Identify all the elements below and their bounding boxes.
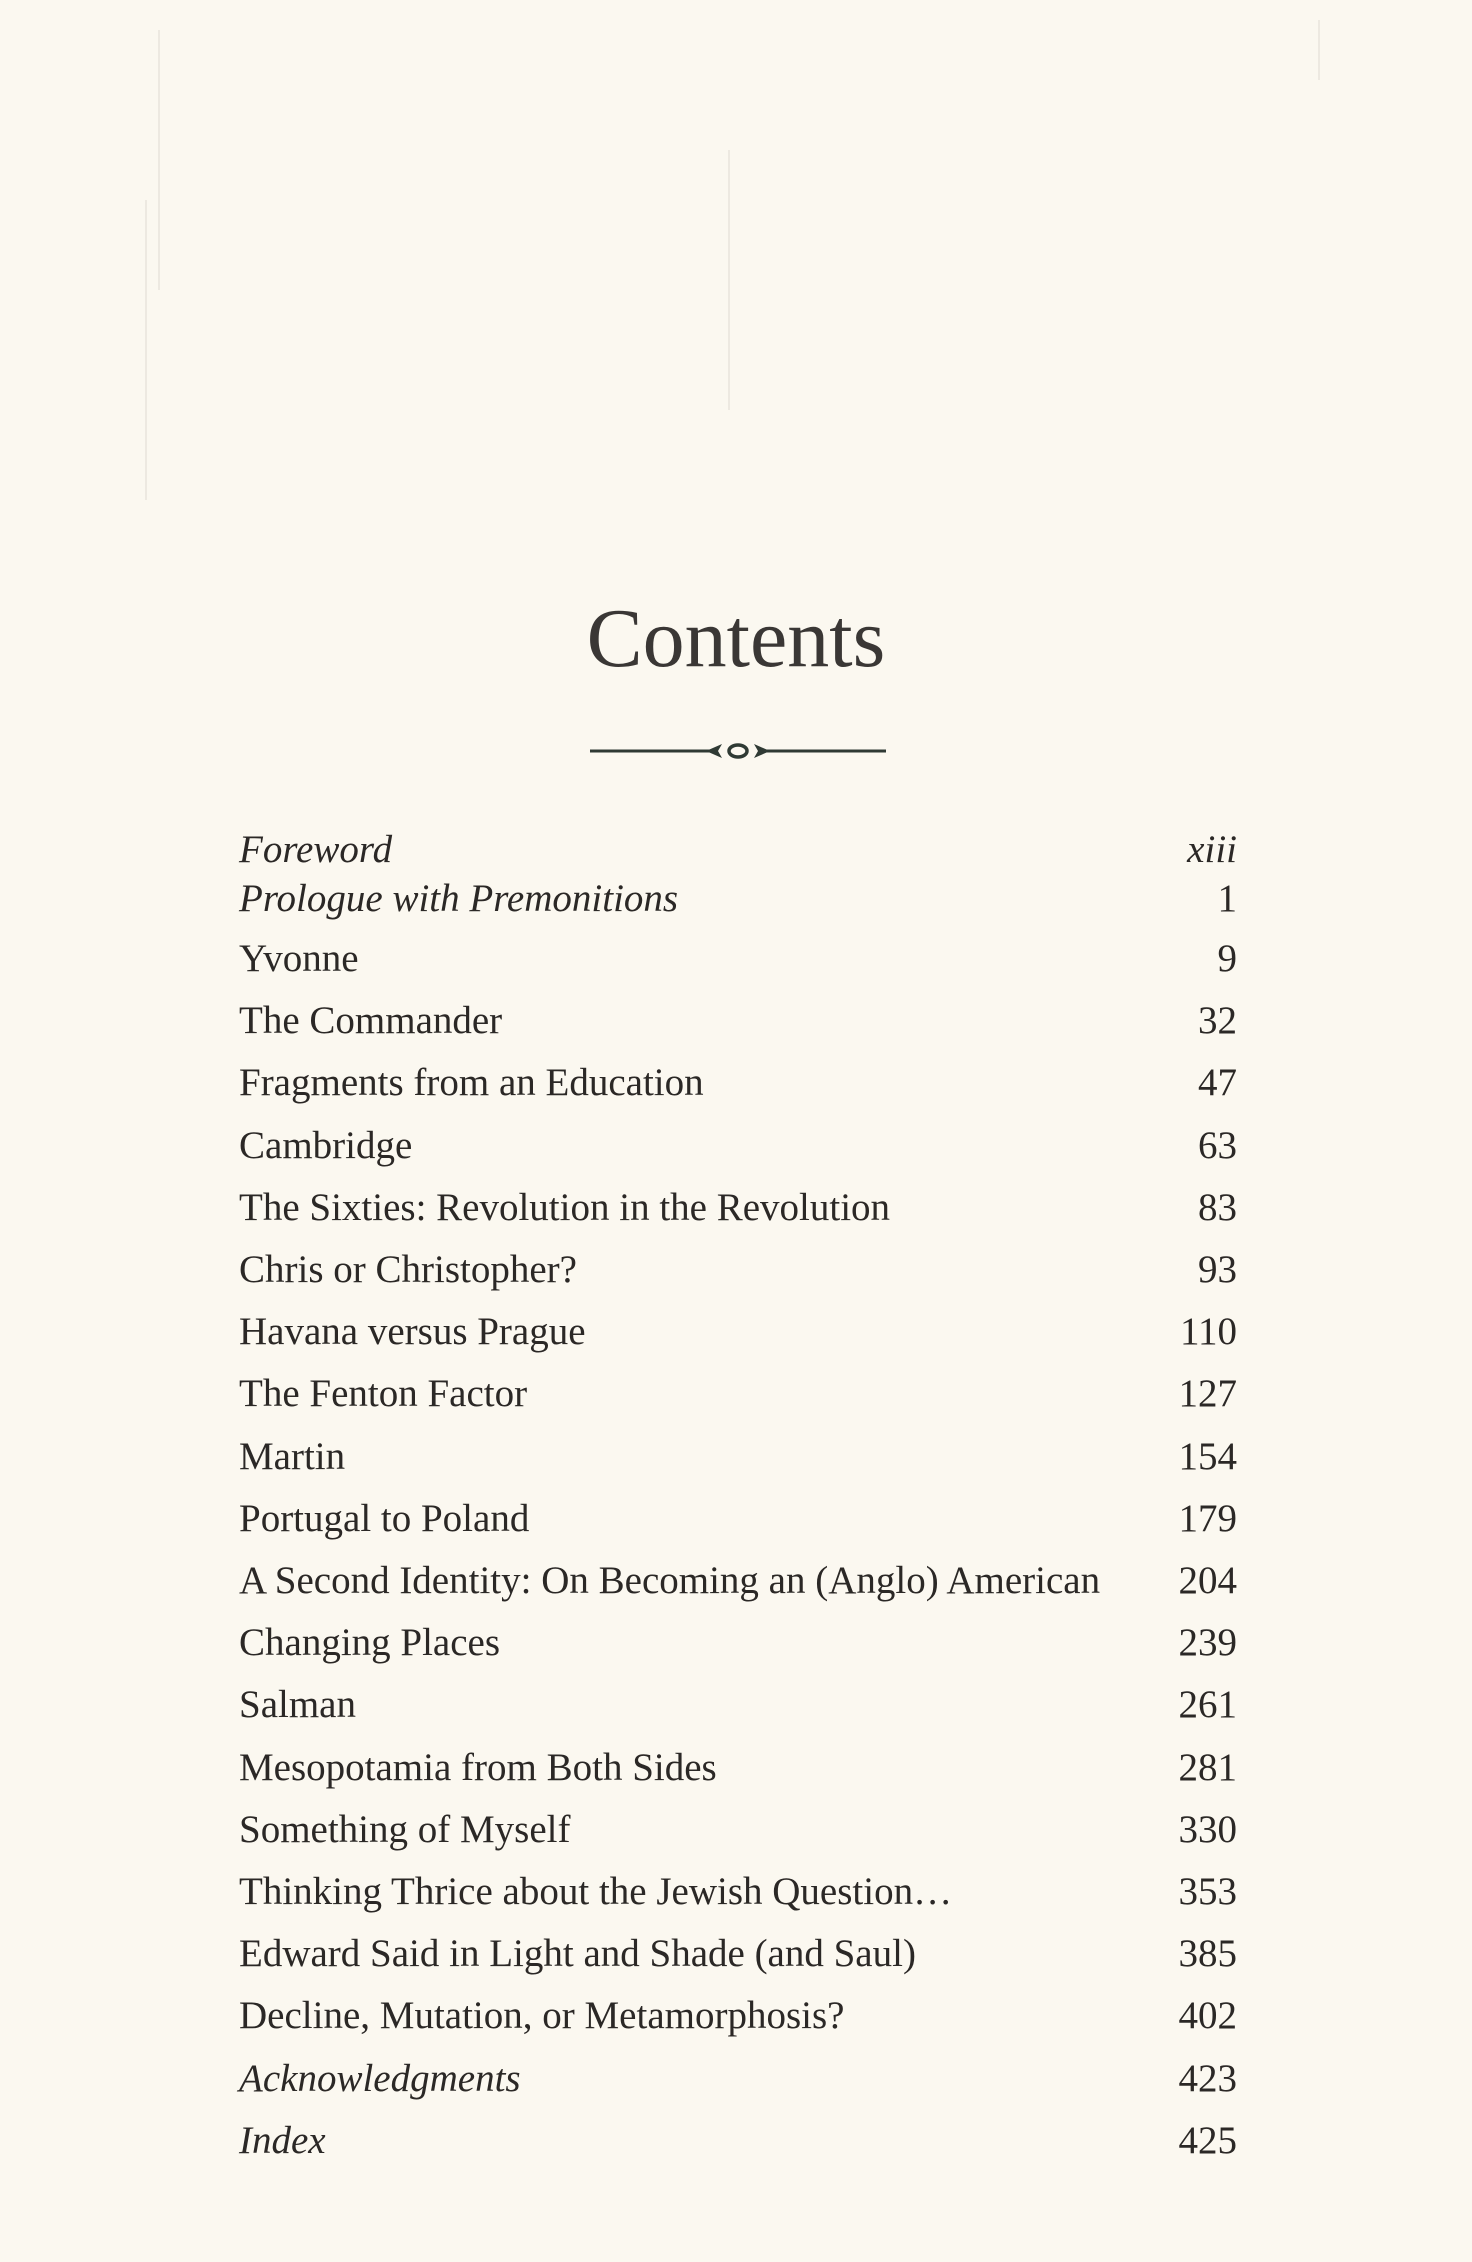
- toc-entry[interactable]: [239, 1307, 1237, 1357]
- toc-entry[interactable]: [239, 1494, 1237, 1544]
- toc-entry[interactable]: [239, 2116, 1237, 2166]
- toc-entry-page-number: 32: [1198, 999, 1237, 1043]
- toc-entry-title: Something of Myself: [239, 1807, 571, 1851]
- toc-entry-page-number: 93: [1198, 1248, 1237, 1291]
- toc-entry-page-number: 281: [1178, 1745, 1237, 1789]
- toc-entry[interactable]: [239, 1680, 1237, 1730]
- toc-entry-page-number: xiii: [1187, 828, 1237, 871]
- toc-entry[interactable]: [239, 1805, 1237, 1855]
- toc-entry-title: Martin: [239, 1434, 346, 1478]
- toc-entry[interactable]: [239, 1183, 1237, 1233]
- toc-entry-title: Foreword: [239, 828, 393, 871]
- toc-entry-page-number: 261: [1178, 1683, 1237, 1727]
- toc-entry-page-number: 179: [1178, 1496, 1237, 1540]
- toc-entry-page-number: 385: [1178, 1932, 1237, 1976]
- toc-entry-title: The Sixties: Revolution in the Revolution: [239, 1185, 891, 1229]
- toc-entry-title: Edward Said in Light and Shade (and Saul): [239, 1932, 916, 1976]
- toc-entry-title: The Commander: [239, 999, 503, 1043]
- toc-entry-title: Yvonne: [239, 937, 359, 980]
- toc-entry[interactable]: [239, 1245, 1237, 1295]
- divider-ornament-icon: [590, 740, 886, 762]
- toc-entry[interactable]: [239, 1743, 1237, 1793]
- toc-entry-page-number: 330: [1178, 1807, 1237, 1851]
- toc-entry-title: Cambridge: [239, 1123, 413, 1167]
- scan-artifact: [728, 150, 730, 410]
- toc-entry[interactable]: [239, 1991, 1237, 2041]
- toc-entry-page-number: 110: [1179, 1310, 1237, 1354]
- toc-entry-title: The Fenton Factor: [239, 1372, 528, 1416]
- toc-entry[interactable]: [239, 1121, 1237, 1171]
- toc-entry[interactable]: [239, 1556, 1237, 1606]
- toc-entry-title: A Second Identity: On Becoming an (Anglo) American: [239, 1559, 1101, 1602]
- toc-entry[interactable]: [239, 1432, 1237, 1482]
- toc-entry[interactable]: [239, 1618, 1237, 1668]
- toc-entry[interactable]: [239, 1867, 1237, 1917]
- toc-entry[interactable]: [239, 874, 1237, 924]
- toc-entry-page-number: 47: [1198, 1061, 1237, 1105]
- toc-entry-page-number: 1: [1217, 877, 1237, 920]
- toc-entry-title: Prologue with Premonitions: [239, 877, 679, 920]
- toc-entry[interactable]: [239, 1929, 1237, 1979]
- toc-entry-title: Index: [239, 2118, 326, 2162]
- toc-entry-page-number: 425: [1178, 2118, 1237, 2162]
- toc-entry-page-number: 239: [1178, 1621, 1237, 1665]
- toc-entry-title: Acknowledgments: [239, 2056, 521, 2100]
- page-title: Contents: [586, 592, 886, 685]
- toc-entry-page-number: 423: [1178, 2056, 1237, 2100]
- toc-entry-page-number: 9: [1217, 937, 1237, 980]
- toc-entry-title: Havana versus Prague: [239, 1310, 586, 1354]
- toc-entry-title: Salman: [239, 1683, 356, 1727]
- scan-artifact: [1318, 20, 1320, 80]
- toc-entry-page-number: 204: [1178, 1559, 1237, 1602]
- toc-entry[interactable]: [239, 996, 1237, 1046]
- toc-entry-page-number: 154: [1178, 1434, 1237, 1478]
- scan-artifact: [145, 200, 147, 500]
- scan-artifact: [158, 30, 160, 290]
- toc-entry-page-number: 83: [1198, 1185, 1237, 1229]
- toc-entry[interactable]: [239, 934, 1237, 984]
- toc-entry-title: Chris or Christopher?: [239, 1248, 577, 1291]
- toc-entry[interactable]: [239, 825, 1237, 875]
- toc-entry[interactable]: [239, 1058, 1237, 1108]
- toc-entry-title: Changing Places: [239, 1621, 501, 1665]
- toc-entry-page-number: 402: [1178, 1994, 1237, 2038]
- toc-entry[interactable]: [239, 1369, 1237, 1419]
- toc-entry-title: Portugal to Poland: [239, 1496, 530, 1540]
- toc-entry-title: Decline, Mutation, or Metamorphosis?: [239, 1994, 845, 2038]
- toc-entry-title: Thinking Thrice about the Jewish Question…: [239, 1870, 953, 1913]
- toc-entry-title: Mesopotamia from Both Sides: [239, 1745, 717, 1789]
- toc-entry-page-number: 127: [1178, 1372, 1237, 1416]
- toc-entry-page-number: 353: [1178, 1870, 1237, 1913]
- toc-entry-title: Fragments from an Education: [239, 1061, 704, 1105]
- toc-entry-page-number: 63: [1198, 1123, 1237, 1167]
- toc-entry[interactable]: [239, 2054, 1237, 2104]
